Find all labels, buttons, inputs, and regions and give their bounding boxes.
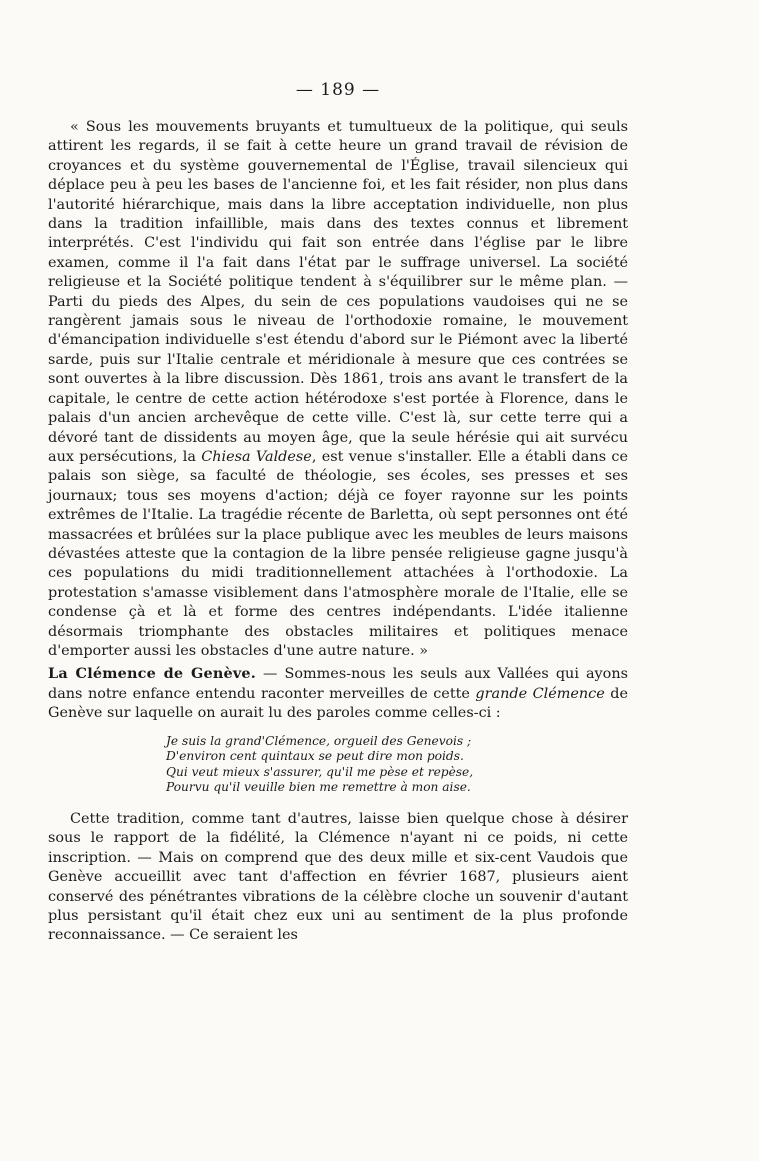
document-page bbox=[48, 80, 628, 946]
quote-italic-term: Chiesa Valdese bbox=[201, 448, 312, 465]
verse-line: Qui veut mieux s'assurer, qu'il me pèse et repèse, bbox=[166, 764, 474, 779]
section-paragraph bbox=[48, 664, 628, 723]
closing-paragraph: Cette tradition, comme tant d'autres, laisse bien quelque chose à désirer sous le rapport de la fidélité, la Clémence n'ayant ni ce poids, ni cette inscription. — Mais on comprend que des deux mille et six-cent Vaudois que Genève accueillit avec tant d'affection en février 1687, plusieurs aient conservé des pénétrantes vibrations de la célèbre cloche un souvenir d'autant plus persistant qu'il était chez eux uni au sentiment de la plus profonde reconnaissance. — Ce seraient les bbox=[48, 810, 628, 944]
section-heading: La Clémence de Genève. bbox=[48, 665, 256, 683]
verse-block bbox=[166, 734, 628, 796]
verse-line: Je suis la grand'Clémence, orgueil des Genevois ; bbox=[166, 733, 472, 748]
quote-paragraph bbox=[48, 118, 628, 661]
section-text-part-1: — Sommes-nous les seuls aux Vallées qui ayons dans notre enfance entendu raconter merveilles de cette bbox=[48, 666, 629, 702]
section-text-part-2: de Genève sur laquelle on aurait lu des paroles comme celles-ci : bbox=[48, 685, 628, 722]
verse-line: D'environ cent quintaux se peut dire mon poids. bbox=[166, 749, 464, 764]
page-number: — 189 — bbox=[295, 80, 381, 100]
quote-text-part-1: « Sous les mouvements bruyants et tumultueux de la politique, qui seuls attirent les regards, il se fait à cette heure un grand travail de révision de croyances et du système gouvernemental de l'Église, travail silencieux qui déplace peu à peu les bases de l'ancienne foi, et les fait résider, non plus dans l'autorité hiérarchique, mais dans la libre acceptation individuelle, non plus dans la tradition infaillible, mais dans des textes connus et librement interprétés. C'est l'individu qui fait son entrée dans l'église par le libre examen, comme il l'a fait dans l'état par le suffrage universel. La société religieuse et la Société politique tendent à s'équilibrer sur le même plan. — Parti du pieds des Alpes, du sein de ces populations vaudoises qui ne se rangèrent jamais sous le niveau de l'orthodoxie romaine, le mouvement d'émancipation individuelle s'est étendu d'abord sur le Piémont avec la liberté sarde, puis sur l'Italie centrale et méridionale à mesure que ces contrées se sont ouvertes à la libre discussion. Dès 1861, trois ans avant le transfert de la capitale, le centre de cette action hétérodoxe s'est portée à Florence, dans le palais d'un ancien archevêque de cette ville. C'est là, sur cette terre qui a dévoré tant de dissidents au moyen âge, que la seule hérésie qui ait survécu aux persécutions, la bbox=[48, 119, 628, 465]
section-italic-term: grande Clémence bbox=[475, 685, 605, 702]
verse-line: Pourvu qu'il veuille bien me remettre à mon aise. bbox=[166, 780, 471, 795]
quote-text-part-2: , est venue s'installer. Elle a établi dans ce palais son siège, sa faculté de théologie, ses écoles, ses presses et ses journaux; tous ses moyens d'action; déjà ce foyer rayonne sur les points extrêmes de l'Italie. La tragédie récente de Barletta, où sept personnes ont été massacrées et brûlées sur la place publique avec les meubles de leurs maisons dévastées atteste que la contagion de la libre pensée religieuse gagne jusqu'à ces populations du midi traditionnellement attachées à l'orthodoxie. La protestation s'amasse visiblement dans l'atmosphère morale de l'Italie, elle se condense çà et là et forme des centres indépendants. L'idée italienne désormais triomphante des obstacles militaires et politiques menace d'emporter aussi les obstacles d'une autre nature. » bbox=[48, 448, 629, 659]
